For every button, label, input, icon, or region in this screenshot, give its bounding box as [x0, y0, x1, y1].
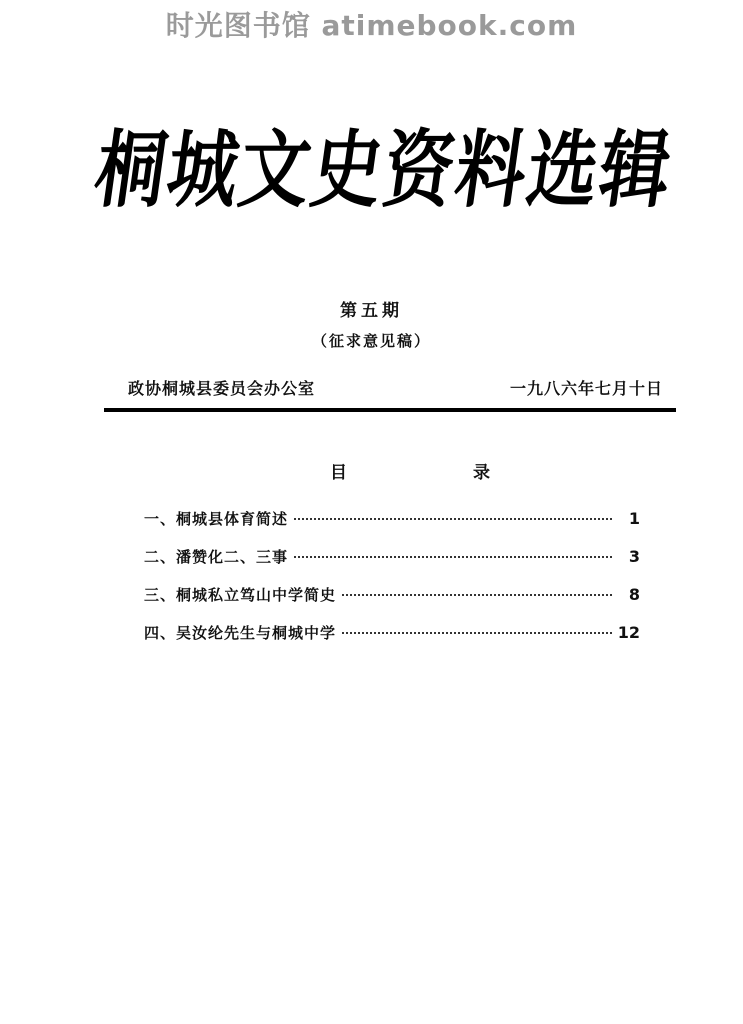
toc-leader-dots	[294, 556, 612, 558]
toc-entry[interactable]	[144, 508, 640, 546]
draft-note: （征求意见稿）	[311, 332, 431, 350]
toc-entry-page: 12	[617, 623, 640, 642]
toc-entry[interactable]	[144, 622, 640, 660]
issue-number: 第五期	[340, 301, 403, 321]
toc-entry[interactable]	[144, 546, 640, 584]
toc-leader-dots	[294, 518, 612, 520]
toc-entry[interactable]	[144, 584, 640, 622]
publisher: 政协桐城县委员会办公室	[128, 379, 316, 398]
table-of-contents	[144, 508, 640, 660]
toc-entry-title: 三、桐城私立笃山中学简史	[144, 586, 337, 604]
toc-leader-dots	[342, 594, 612, 596]
toc-leader-dots	[342, 632, 612, 634]
toc-heading-left: 目	[330, 463, 347, 483]
publication-date: 一九八六年七月十日	[509, 379, 663, 398]
toc-entry-page: 3	[628, 547, 640, 566]
toc-entry-title: 四、吴汝纶先生与桐城中学	[144, 624, 337, 642]
toc-entry-title: 一、桐城县体育简述	[144, 510, 289, 528]
document-title: 桐城文史资料选辑	[89, 119, 680, 220]
watermark: 时光图书馆 atimebook.com	[165, 9, 578, 42]
toc-entry-page: 8	[628, 585, 640, 604]
toc-entry-title: 二、潘赞化二、三事	[144, 548, 289, 566]
toc-heading-right: 录	[473, 463, 490, 483]
toc-heading	[330, 458, 490, 483]
toc-entry-page: 1	[628, 509, 640, 528]
header-rule	[104, 408, 676, 412]
